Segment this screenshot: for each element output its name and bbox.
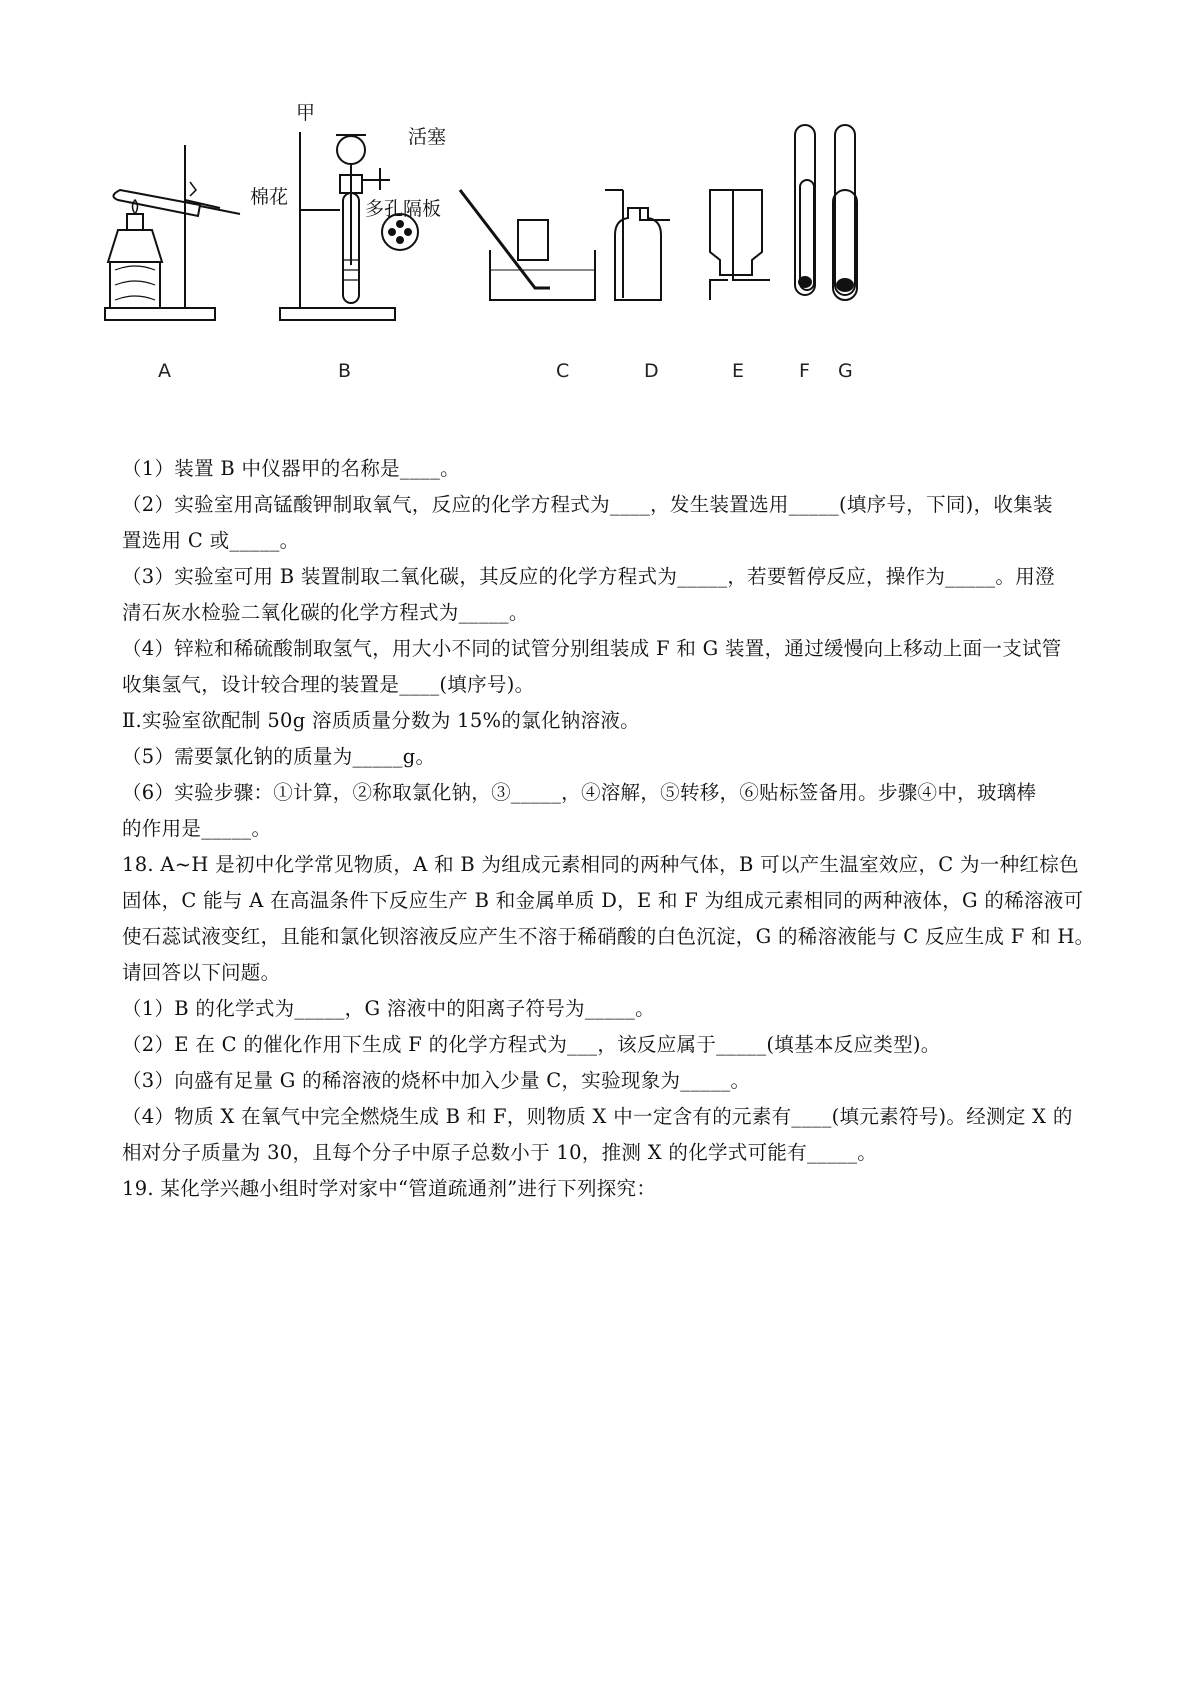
figure-label-a: A [158,360,171,382]
apparatus-drawing [100,110,1100,420]
text-line: 置选用 C 或_____。 [122,529,300,552]
apparatus-d-drawing [605,190,670,300]
figure-label-e: E [732,360,745,382]
text-line: （2）实验室用高锰酸钾制取氧气，反应的化学方程式为____，发生装置选用_____(填序号，下同)，收集装 [122,493,1053,516]
text-line: （4）物质 X 在氧气中完全燃烧生成 B 和 F，则物质 X 中一定含有的元素有____(填元素符号)。经测定 X 的 [122,1105,1073,1128]
text-line: 相对分子质量为 30，且每个分子中原子总数小于 10，推测 X 的化学式可能有_____。 [122,1141,878,1164]
text-line: （3）实验室可用 B 装置制取二氧化碳，其反应的化学方程式为_____，若要暂停反应，操作为_____。用澄 [122,565,1055,588]
figure-label-f: F [799,360,810,382]
callout-stopcock: 活塞 [408,126,447,148]
text-line: 19. 某化学兴趣小组时学对家中“管道疏通剂”进行下列探究： [122,1177,657,1200]
callout-porous-plate: 多孔隔板 [365,198,442,220]
text-line: （3）向盛有足量 G 的稀溶液的烧杯中加入少量 C，实验现象为_____。 [122,1069,751,1092]
text-line: 固体，C 能与 A 在高温条件下反应生产 B 和金属单质 D，E 和 F 为组成元素相同的两种液体，G 的稀溶液可 [122,889,1084,912]
figure-label-c: C [556,360,570,382]
text-line: 18. A~H 是初中化学常见物质，A 和 B 为组成元素相同的两种气体，B 可以产生温室效应，C 为一种红棕色 [122,853,1079,876]
apparatus-b-drawing [280,132,418,320]
text-line: 使石蕊试液变红，且能和氯化钡溶液反应产生不溶于稀硝酸的白色沉淀，G 的稀溶液能与 C 反应生成 F 和 H。 [122,925,1095,948]
callout-cotton: 棉花 [250,186,289,208]
callout-jia: 甲 [296,102,316,124]
figure-label-b: B [338,360,352,382]
text-line: 的作用是_____。 [122,817,272,840]
text-line: （5）需要氯化钠的质量为_____g。 [122,745,436,768]
question-text [122,452,1122,1208]
text-line: Ⅱ.实验室欲配制 50g 溶质质量分数为 15%的氯化钠溶液。 [122,709,640,732]
text-line: 清石灰水检验二氧化碳的化学方程式为_____。 [122,601,529,624]
apparatus-g-drawing [833,125,857,300]
apparatus-f-drawing [795,125,815,295]
text-line: （4）锌粒和稀硫酸制取氢气，用大小不同的试管分别组装成 F 和 G 装置，通过缓慢向上移动上面一支试管 [122,637,1062,660]
apparatus-a-drawing [105,145,240,320]
apparatus-c-drawing [460,190,595,300]
figure-label-g: G [838,360,853,382]
text-line: 收集氢气，设计较合理的装置是____(填序号)。 [122,673,535,696]
apparatus-figure [100,102,1100,420]
text-line: （6）实验步骤：①计算，②称取氯化钠，③_____，④溶解，⑤转移，⑥贴标签备用。步骤④中，玻璃棒 [122,781,1037,804]
text-line: （2）E 在 C 的催化作用下生成 F 的化学方程式为___，该反应属于_____(填基本反应类型)。 [122,1033,941,1056]
figure-label-d: D [644,360,659,382]
text-line: （1）装置 B 中仪器甲的名称是____。 [122,457,460,480]
text-line: 请回答以下问题。 [122,961,281,984]
apparatus-e-drawing [710,190,770,300]
text-line: （1）B 的化学式为_____，G 溶液中的阳离子符号为_____。 [122,997,655,1020]
